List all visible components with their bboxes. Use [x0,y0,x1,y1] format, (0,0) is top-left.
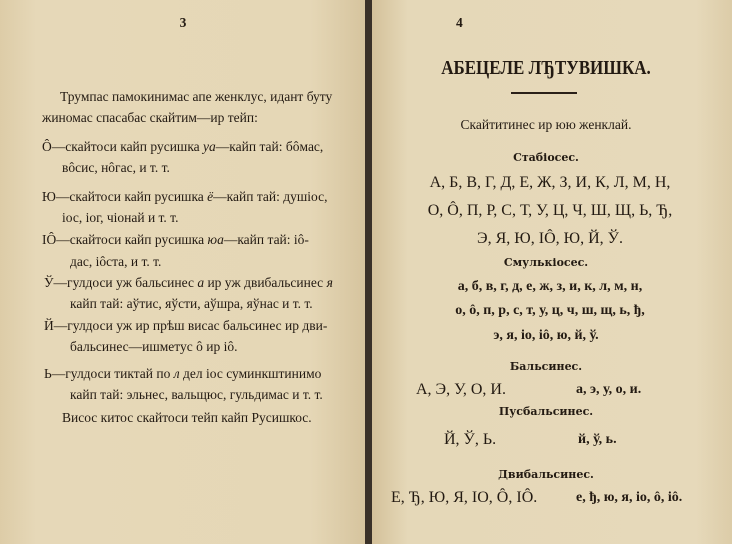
text-line: кайп тай: аўтис, яўсти, аўшра, яўнас и т. т. [70,296,313,311]
section-heading: Смулькіосес. [503,256,589,269]
divider [511,92,577,94]
page-title: АБЕЦЕЛЕ ЛЂТУВИШКА. [441,57,651,79]
lowercase-group: а, э, у, о, и. [576,382,642,397]
text-line: Ў—гулдоси уж бальсинес а ир уж двибальсинес я [44,275,333,290]
uppercase-group: Е, Ђ, Ю, Я, ІО, Ô, ІÔ. [391,489,538,506]
alphabet-row: э, я, іо, іô, ю, й, ў. [493,328,599,343]
alphabet-row: Э, Я, Ю, ІÔ, Ю, Й, Ў. [477,230,623,247]
text-line: жиномас спасабас скайтим—ир тейп: [42,110,258,125]
text-line: вôсис, нôгас, и т. т. [62,160,170,175]
text-line: Висос китос скайтоси тейп кайп Русишкос. [62,410,312,425]
text-line: іос, іог, чіонай и т. т. [62,210,179,225]
section-heading: Двибальсинес. [498,468,594,481]
lowercase-group: е, ђ, ю, я, іо, ô, іô. [576,490,683,505]
text-line: кайп тай: эльнес, вальщюс, гульдимас и т. т. [70,387,323,402]
section-heading: Пусбальсинес. [498,405,594,418]
text-line: Й—гулдоси уж ир прѣш висас бальсинес ир дви- [44,318,328,333]
text-line: Ь—гулдоси тиктай по л дел іос суминкштинимо [44,366,322,381]
alphabet-row: О, Ô, П, Р, С, Т, У, Ц, Ч, Ш, Щ, Ь, Ђ, [427,202,673,219]
subtitle: Скайтитинес ир юю женклай. [460,117,632,132]
text-line: дас, іôста, и т. т. [70,254,162,269]
alphabet-row: а, б, в, г, д, е, ж, з, и, к, л, м, н, [457,279,643,294]
uppercase-group: А, Э, У, О, И. [416,381,506,398]
uppercase-group: Й, Ў, Ь. [444,431,497,448]
text-line: Ô—скайтоси кайп русишка уа—кайп тай: бôмас, [42,139,324,154]
text-line: бальсинес—ишметус ô ир іô. [70,339,238,354]
alphabet-row: А, Б, В, Г, Д, Е, Ж, З, И, К, Л, М, Н, [429,174,671,191]
section-heading: Бальсинес. [509,360,583,373]
left-page [0,0,365,544]
page-number: 3 [179,15,187,30]
alphabet-row: о, ô, п, р, с, т, у, ц, ч, ш, щ, ь, ђ, [455,303,645,318]
lowercase-group: й, ў, ь. [578,432,617,447]
text-line: ІÔ—скайтоси кайп русишка юа—кайп тай: іô- [42,232,309,247]
text-line: Трумпас памокинимас апе женклус, идант буту [60,89,333,104]
page-number: 4 [456,15,463,30]
text-line: Ю—скайтоси кайп русишка ё—кайп тай: душіос, [42,189,328,204]
right-page [372,0,732,544]
section-heading: Стабіосес. [513,151,579,164]
